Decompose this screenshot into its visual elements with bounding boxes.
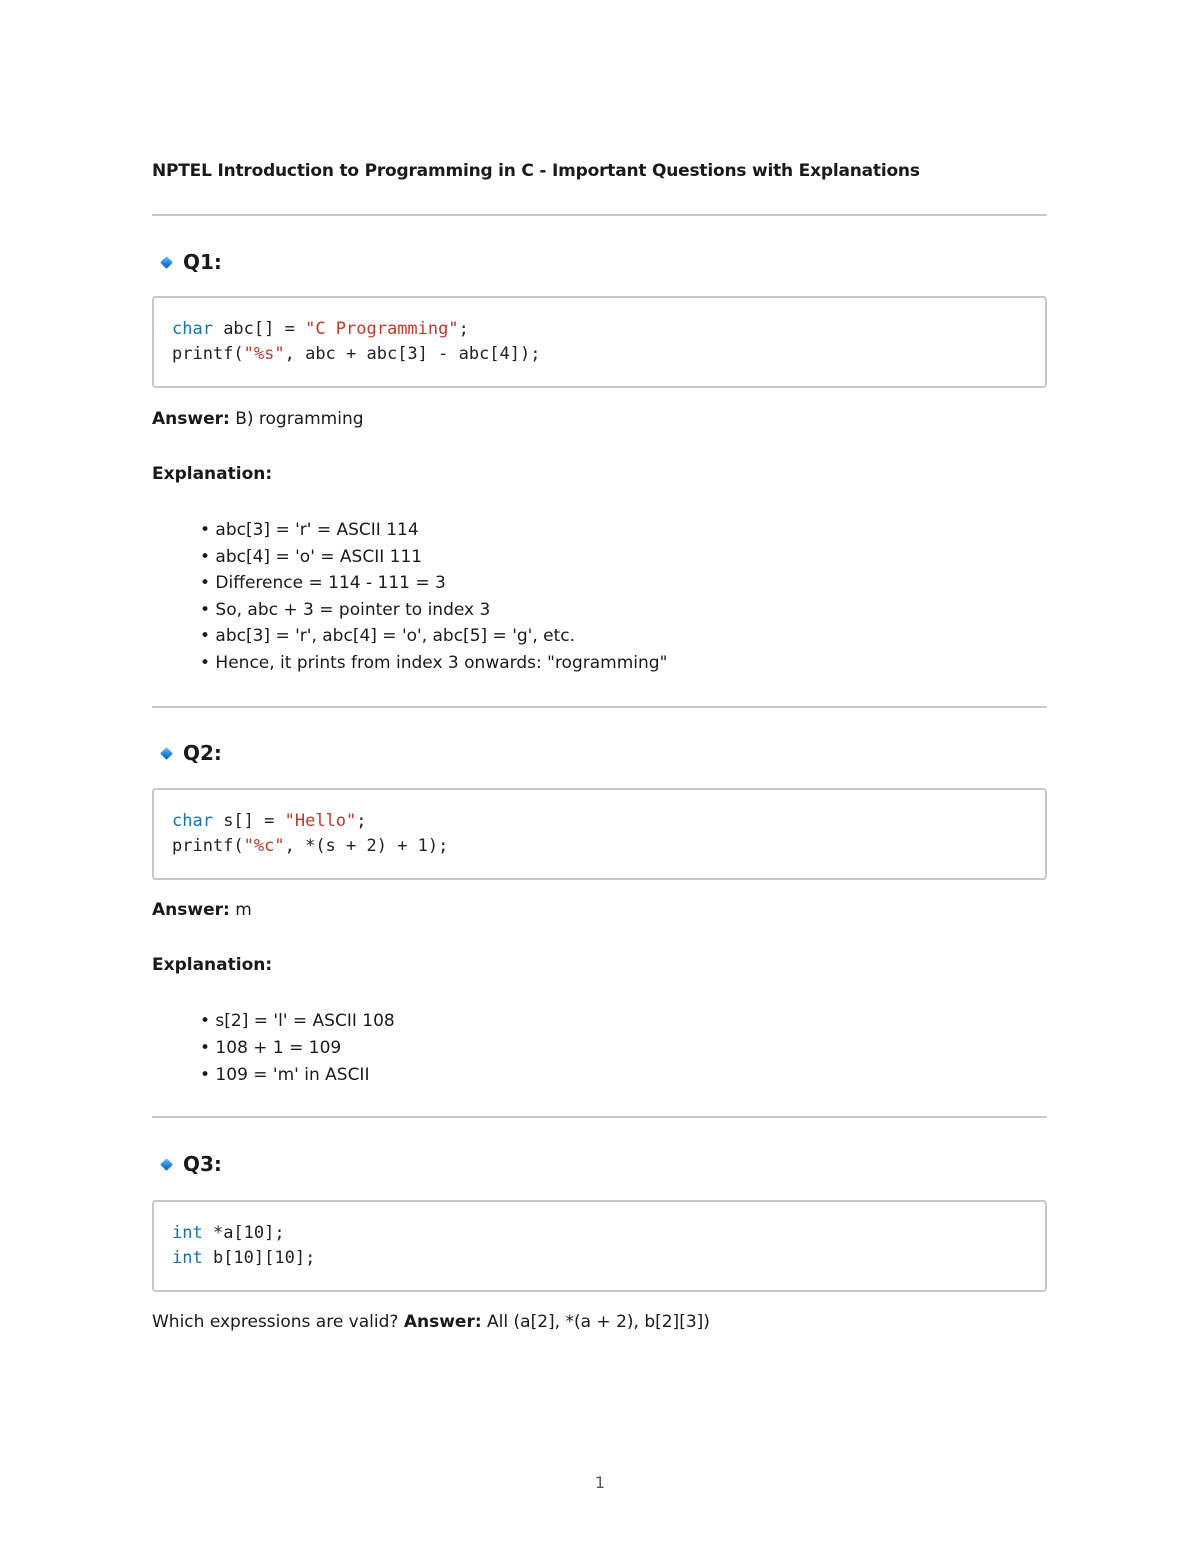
- code-line: [172, 836, 448, 856]
- question-prompt: Which expressions are valid?: [152, 1312, 404, 1332]
- code-text: ;: [356, 811, 367, 831]
- answer-label: Answer:: [403, 1312, 482, 1332]
- code-string: "%s": [243, 344, 285, 364]
- code-line: [172, 319, 469, 339]
- explanation-bullet: • 108 + 1 = 109: [200, 1038, 342, 1058]
- code-text: printf(: [172, 344, 244, 364]
- explanation-label: Explanation:: [152, 464, 273, 484]
- blue-diamond-icon: [160, 1158, 173, 1171]
- code-block-q1: [152, 296, 1047, 388]
- code-text: b[10][10];: [202, 1248, 316, 1268]
- answer-label: Answer:: [152, 900, 230, 920]
- explanation-bullet: • abc[3] = 'r', abc[4] = 'o', abc[5] = 'g', etc.: [200, 626, 576, 646]
- code-block-q3: [152, 1200, 1047, 1292]
- page-title: NPTEL Introduction to Programming in C - Important Questions with Explanations: [152, 161, 920, 181]
- question-heading-q3: [162, 1152, 222, 1176]
- code-line: [172, 344, 540, 364]
- code-text: *a[10];: [202, 1223, 285, 1243]
- explanation-bullet: • Hence, it prints from index 3 onwards: "rogramming": [200, 653, 668, 673]
- answer-label: Answer:: [152, 409, 230, 429]
- code-string: "Hello": [284, 811, 357, 831]
- blue-diamond-icon: [160, 256, 173, 269]
- code-text: s[] =: [212, 811, 285, 831]
- explanation-bullet: • abc[3] = 'r' = ASCII 114: [200, 520, 419, 540]
- answer-value: B) rogramming: [229, 409, 364, 429]
- explanation-bullet: • abc[4] = 'o' = ASCII 111: [200, 547, 423, 567]
- question-heading-q2: [162, 741, 222, 765]
- code-line: [172, 1223, 285, 1243]
- code-keyword: char: [172, 319, 213, 339]
- code-block-q2: [152, 788, 1047, 880]
- code-line: [172, 811, 367, 831]
- page-number: 1: [594, 1473, 606, 1492]
- divider: [152, 214, 1047, 216]
- answer-value: All (a[2], *(a + 2), b[2][3]): [481, 1312, 710, 1332]
- code-keyword: int: [172, 1248, 203, 1268]
- question-heading-q1: [162, 250, 222, 274]
- answer-value: m: [229, 900, 252, 920]
- blue-diamond-icon: [160, 747, 173, 760]
- question-label: Q1:: [183, 250, 222, 274]
- answer-q3: [152, 1312, 710, 1332]
- question-label: Q3:: [183, 1152, 222, 1176]
- code-text: ;: [458, 319, 469, 339]
- code-keyword: int: [172, 1223, 203, 1243]
- code-string: "%c": [243, 836, 285, 856]
- code-string: "C Programming": [305, 319, 459, 339]
- answer-q1: [152, 409, 364, 429]
- code-text: printf(: [172, 836, 244, 856]
- code-text: , abc + abc[3] - abc[4]);: [284, 344, 541, 364]
- answer-q2: [152, 900, 252, 920]
- explanation-bullet: • Difference = 114 - 111 = 3: [200, 573, 446, 593]
- explanation-label: Explanation:: [152, 955, 273, 975]
- code-keyword: char: [172, 811, 213, 831]
- question-label: Q2:: [183, 741, 222, 765]
- divider: [152, 706, 1047, 708]
- code-line: [172, 1248, 315, 1268]
- explanation-bullet: • s[2] = 'l' = ASCII 108: [200, 1011, 395, 1031]
- explanation-bullet: • 109 = 'm' in ASCII: [200, 1065, 370, 1085]
- code-text: , *(s + 2) + 1);: [284, 836, 449, 856]
- divider: [152, 1116, 1047, 1118]
- explanation-bullet: • So, abc + 3 = pointer to index 3: [200, 600, 491, 620]
- code-text: abc[] =: [212, 319, 306, 339]
